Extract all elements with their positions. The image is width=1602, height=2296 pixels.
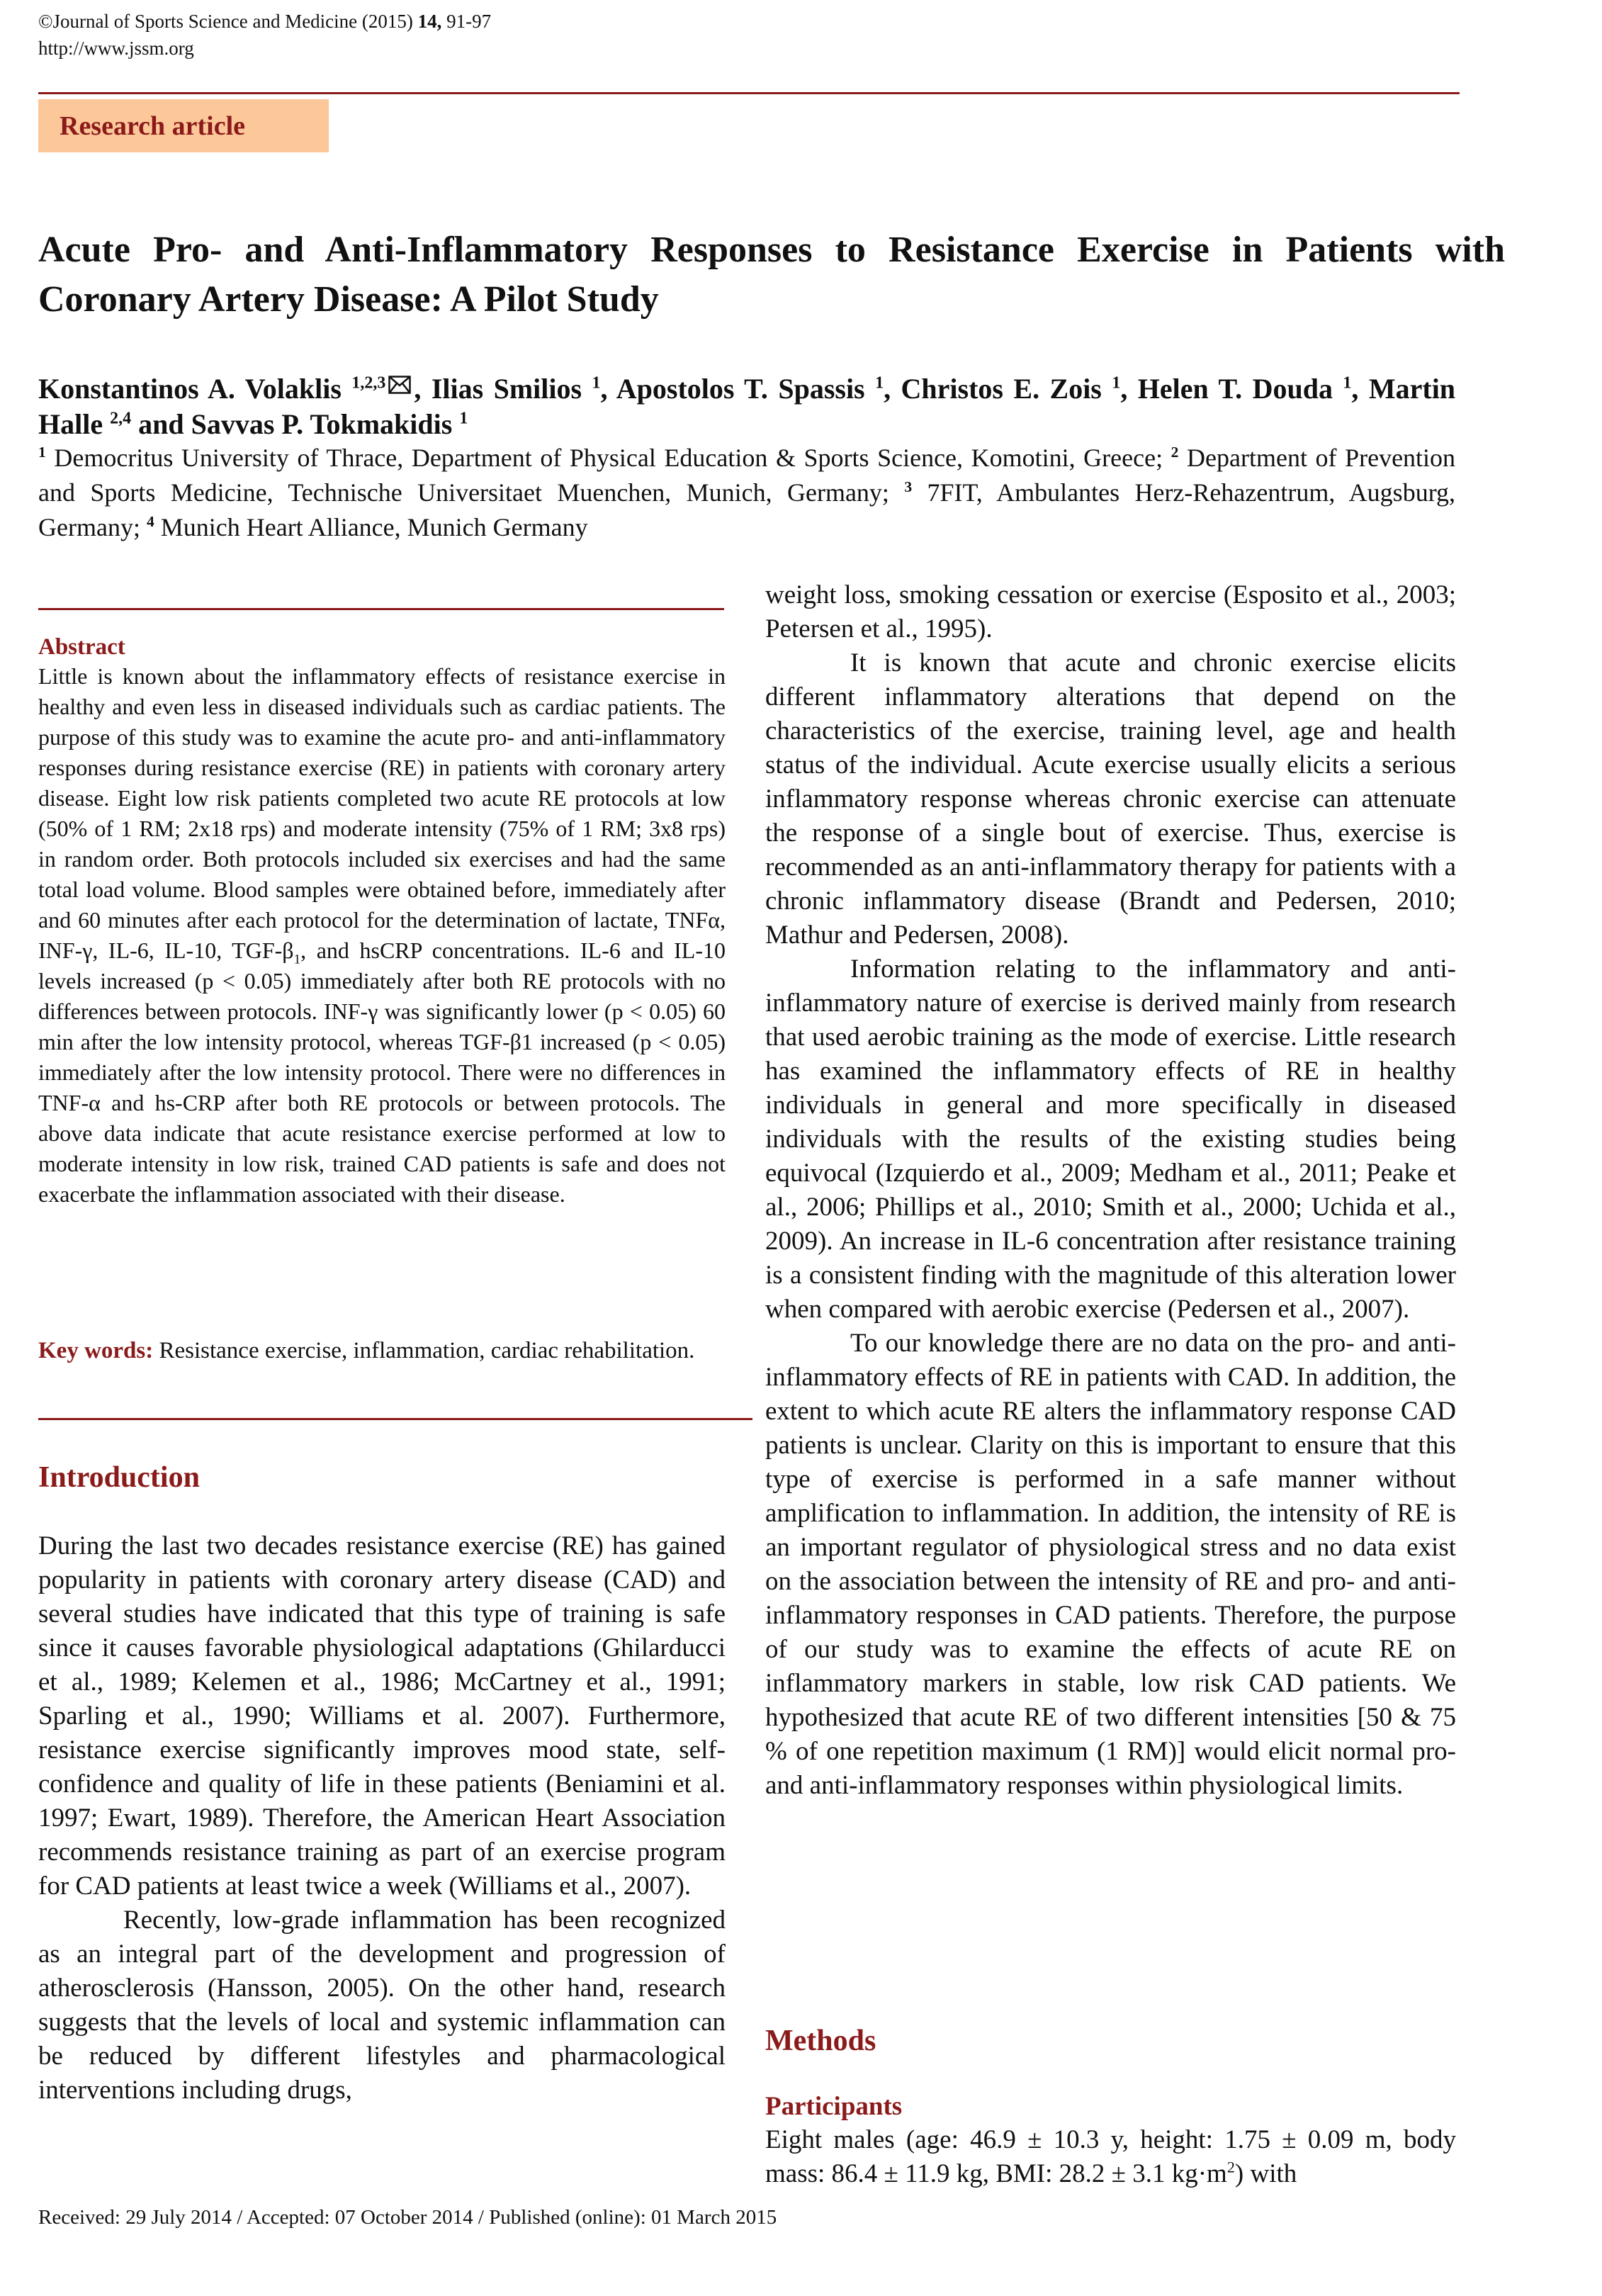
author-affil: 2,4 [110,409,132,428]
affiliation: 7FIT, Ambulantes Herz-Rehazentrum, Augsburg, Germany; [38,478,1456,541]
abstract-heading: Abstract [38,634,125,660]
affiliations [38,441,1455,545]
paragraph: To our knowledge there are no data on the pro- and anti-inflammatory effects of RE in patients with CAD. In addition, the extent to which acute RE alters the inflammatory response CAD patients is unclear. Clarity on this is important to ensure that this type of exercise is performed in a safe manner without amplification to inflammation. In addition, the intensity of RE is an important regulator of physiological stress and no data exist on the association between the intensity of RE and pro- and anti-inflammatory responses in CAD patients. Therefore, the purpose of our study was to examine the effects of acute RE on inflammatory markers in stable, low risk CAD patients. We hypothesized that acute RE of two different intensities [50 & 75 % of one repetition maximum (1 RM)] would elicit normal pro- and anti-inflammatory responses within physiological limits. [765,1329,1456,1800]
envelope-icon[interactable] [388,367,411,386]
journal-volume: 14, [417,11,442,32]
affil-number: 1 [38,444,46,461]
abstract-top-rule [38,608,724,610]
journal-citation [38,10,491,33]
paragraph: It is known that acute and chronic exercise elicits different inflammatory alterations that depend on the characteristics of the exercise, training level, age and health status of the individual. Acute exercise usually elicits a serious inflammatory response whereas chronic exercise can attenuate the response of a single bout of exercise. Thus, exercise is recommended as an anti-inflammatory therapy for patients with a chronic inflammatory disease (Brandt and Pedersen, 2010; Mathur and Pedersen, 2008). [765,648,1456,950]
author-affil: 1 [875,373,884,393]
right-column-body [765,578,1456,1803]
journal-name: ©Journal of Sports Science and Medicine (2015) [38,11,418,32]
affil-number: 3 [904,478,913,495]
abstract-text-part: , and hsCRP concentrations. IL-6 and IL-10 levels increased (p < 0.05) immediately after both RE protocols with no differences between protocols. INF-γ was significantly lower (p < 0.05) 60 min after the low intensity protocol, whereas TGF-β1 increased (p < 0.05) immediately after the low intensity protocol. There were no differences in TNF-α and hs-CRP after both RE protocols or between protocols. The above data indicate that acute resistance exercise performed at low to moderate intensity in low risk, trained CAD patients is safe and does not exacerbate the inflammation associated with their disease. [38,938,726,1207]
affil-number: 2 [1171,444,1179,461]
introduction-body [38,1529,726,2108]
introduction-heading: Introduction [38,1461,200,1494]
abstract-block [38,633,726,1210]
affil-number: 4 [146,513,154,530]
author-affil: 1 [459,409,468,428]
paragraph [765,2123,1456,2191]
affiliation: Department of Prevention and Sports Medicine, Technische Universitaet Muenchen, Munich, Germany; [38,444,1456,507]
superscript: 2 [1226,2158,1235,2176]
author-name: Savvas P. Tokmakidis [191,408,453,440]
author-joiner: and [138,408,184,440]
author-name: Konstantinos A. Volaklis [38,373,342,405]
author-affil: 1,2,3 [351,373,386,393]
participants-block [765,2090,1456,2191]
journal-pages: 91-97 [441,11,492,32]
keywords-block [38,1336,726,1366]
author-affil: 1 [1343,373,1352,393]
keywords [38,1336,726,1366]
abstract-text-part: Little is known about the inflammatory effects of resistance exercise in healthy and even less in diseased individuals such as cardiac patients. The purpose of this study was to examine the acute pro- and anti-inflammatory responses during resistance exercise (RE) in patients with coronary artery disease. Eight low risk patients completed two acute RE protocols at low (50% of 1 RM; 2x18 rps) and moderate intensity (75% of 1 RM; 3x8 rps) in random order. Both protocols included six exercises and had the same total load volume. Blood samples were obtained before, immediately after and 60 minutes after each protocol for the determination of lactate, TNFα, INF-γ, IL-6, IL-10, TGF-β [38,663,726,963]
article-title: Acute Pro- and Anti-Inflammatory Responses to Resistance Exercise in Patients with Coronary Artery Disease: A Pilot Study [38,230,1505,320]
header-rule [38,92,1460,94]
affiliation: Democritus University of Thrace, Department of Physical Education & Sports Science, Komotini, Greece; [54,444,1163,472]
affiliation: Munich Heart Alliance, Munich Germany [160,513,588,541]
journal-url[interactable]: http://www.jssm.org [38,38,194,59]
keywords-label: Key words: [38,1338,154,1363]
paragraph-part: Eight males (age: 46.9 ± 10.3 y, height: 1.75 ± 0.09 m, body mass: 86.4 ± 11.9 kg, BMI: 28.2 ± 3.1 kg·m [765,2125,1456,2188]
paragraph-part: ) with [1234,2159,1297,2188]
abstract-subscript: 1 [293,952,301,967]
author-affil: 1 [592,373,601,393]
keywords-text: Resistance exercise, inflammation, cardiac rehabilitation. [153,1338,695,1363]
publication-dates: Received: 29 July 2014 / Accepted: 07 October 2014 / Published (online): 01 March 2015 [38,2206,777,2229]
author-list: Konstantinos A. Volaklis $^{1,2,3}$ , Ilias Smilios $^1$, Apostolos T. Spassis $^1$, Christos E. Zois $^1$, Helen T. Douda $^1$, Martin Halle $^{2,4}$ and Savvas P. Tokmakidis $^1$ [38,367,1455,442]
paragraph: Recently, low-grade inflammation has been recognized as an integral part of the development and progression of atherosclerosis (Hansson, 2005). On the other hand, research suggests that the levels of local and systemic inflammation can be reduced by different lifestyles and pharmacological interventions including drugs, [38,1906,726,2105]
article-type-badge [38,99,329,152]
abstract-bottom-rule [38,1418,752,1420]
author-name: Ilias Smilios [431,373,582,405]
author-name: Christos E. Zois [901,373,1102,405]
author-name: Helen T. Douda [1137,373,1333,405]
participants-heading: Participants [765,2092,903,2121]
author-name: Apostolos T. Spassis [616,373,865,405]
paragraph: Information relating to the inflammatory and anti-inflammatory nature of exercise is derived mainly from research that used aerobic training as the mode of exercise. Little research has examined the inflammatory effects of RE in healthy individuals in general and more specifically in diseased individuals with the results of the existing studies being equivocal (Izquierdo et al., 2009; Medham et al., 2011; Peake et al., 2006; Phillips et al., 2010; Smith et al., 2000; Uchida et al., 2009). An increase in IL-6 concentration after resistance training is a consistent finding with the magnitude of this alteration lower when compared with aerobic exercise (Pedersen et al., 2007). [765,955,1456,1324]
methods-heading [765,2023,1456,2059]
paragraph: During the last two decades resistance exercise (RE) has gained popularity in patients with coronary artery disease (CAD) and several studies have indicated that this type of training is safe since it causes favorable physiological adaptations (Ghilarducci et al., 1989; Kelemen et al., 1986; McCartney et al., 1991; Sparling et al., 1990; Williams et al. 2007). Furthermore, resistance exercise significantly improves mood state, self-confidence and quality of life in these patients (Beniamini et al. 1997; Ewart, 1989). Therefore, the American Heart Association recommends resistance training as part of an exercise program for CAD patients at least twice a week (Williams et al., 2007). [38,1531,726,1901]
paragraph: weight loss, smoking cessation or exercise (Esposito et al., 2003; Petersen et al., 1995). [765,580,1456,643]
abstract-text [38,661,726,1210]
author-affil: 1 [1112,373,1121,393]
article-type-label: Research article [60,111,246,141]
methods-title: Methods [765,2025,876,2057]
author-name: Martin Halle [38,373,1456,440]
